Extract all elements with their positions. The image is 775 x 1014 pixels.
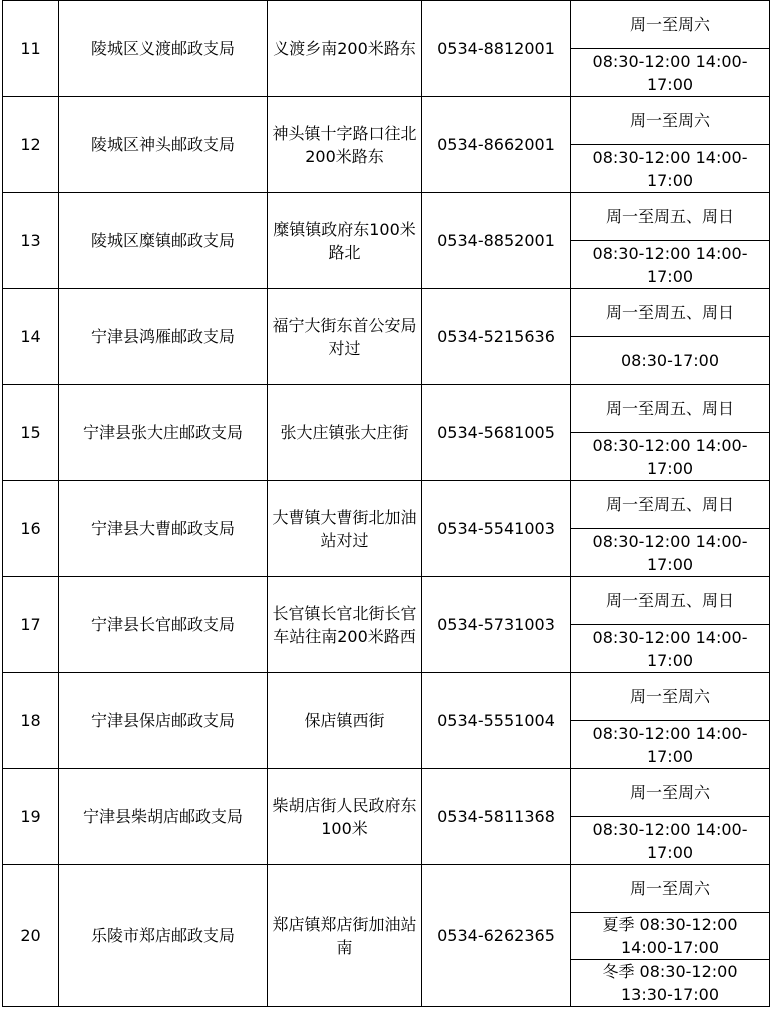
business-days: 周一至周五、周日 <box>571 289 770 337</box>
row-number: 15 <box>3 385 59 481</box>
row-number: 14 <box>3 289 59 385</box>
business-hours: 08:30-17:00 <box>571 337 770 385</box>
business-hours: 08:30-12:00 14:00-17:00 <box>571 529 770 577</box>
business-hours: 08:30-12:00 14:00-17:00 <box>571 625 770 673</box>
table-row <box>3 769 770 817</box>
row-number: 11 <box>3 1 59 97</box>
business-hours: 08:30-12:00 14:00-17:00 <box>571 49 770 97</box>
summer-hours: 夏季 08:30-12:00 14:00-17:00 <box>571 913 770 960</box>
business-hours: 08:30-12:00 14:00-17:00 <box>571 241 770 289</box>
office-phone: 0534-5551004 <box>422 673 571 769</box>
office-name: 陵城区神头邮政支局 <box>59 97 268 193</box>
row-number: 20 <box>3 865 59 1007</box>
table-body <box>3 1 770 1007</box>
office-name: 陵城区义渡邮政支局 <box>59 1 268 97</box>
row-number: 12 <box>3 97 59 193</box>
office-address: 张大庄镇张大庄街 <box>268 385 422 481</box>
business-days: 周一至周六 <box>571 673 770 721</box>
office-address: 长官镇长官北街长官车站往南200米路西 <box>268 577 422 673</box>
table-row <box>3 481 770 529</box>
office-name: 宁津县保店邮政支局 <box>59 673 268 769</box>
office-name: 宁津县鸿雁邮政支局 <box>59 289 268 385</box>
post-office-table <box>2 0 770 1007</box>
office-name: 宁津县长官邮政支局 <box>59 577 268 673</box>
table-row <box>3 865 770 913</box>
business-days: 周一至周五、周日 <box>571 385 770 433</box>
table-row <box>3 97 770 145</box>
table-row <box>3 193 770 241</box>
business-hours: 08:30-12:00 14:00-17:00 <box>571 817 770 865</box>
office-address: 神头镇十字路口往北200米路东 <box>268 97 422 193</box>
business-days: 周一至周六 <box>571 769 770 817</box>
business-hours: 08:30-12:00 14:00-17:00 <box>571 433 770 481</box>
office-address: 糜镇镇政府东100米路北 <box>268 193 422 289</box>
table-row <box>3 289 770 337</box>
office-phone: 0534-5731003 <box>422 577 571 673</box>
business-days: 周一至周五、周日 <box>571 481 770 529</box>
office-name: 宁津县张大庄邮政支局 <box>59 385 268 481</box>
business-days: 周一至周五、周日 <box>571 193 770 241</box>
office-phone: 0534-8812001 <box>422 1 571 97</box>
row-number: 13 <box>3 193 59 289</box>
table-row <box>3 385 770 433</box>
office-address: 保店镇西街 <box>268 673 422 769</box>
table-row <box>3 1 770 49</box>
row-number: 16 <box>3 481 59 577</box>
winter-hours: 冬季 08:30-12:00 13:30-17:00 <box>571 960 770 1007</box>
row-number: 19 <box>3 769 59 865</box>
office-name: 宁津县大曹邮政支局 <box>59 481 268 577</box>
office-address: 大曹镇大曹街北加油站对过 <box>268 481 422 577</box>
office-phone: 0534-6262365 <box>422 865 571 1007</box>
office-address: 柴胡店街人民政府东100米 <box>268 769 422 865</box>
office-phone: 0534-5541003 <box>422 481 571 577</box>
business-days: 周一至周六 <box>571 865 770 913</box>
office-address: 义渡乡南200米路东 <box>268 1 422 97</box>
office-name: 宁津县柴胡店邮政支局 <box>59 769 268 865</box>
office-name: 乐陵市郑店邮政支局 <box>59 865 268 1007</box>
business-days: 周一至周六 <box>571 97 770 145</box>
row-number: 17 <box>3 577 59 673</box>
business-days: 周一至周六 <box>571 1 770 49</box>
office-address: 郑店镇郑店街加油站南 <box>268 865 422 1007</box>
table-row <box>3 577 770 625</box>
table-row <box>3 673 770 721</box>
business-hours: 08:30-12:00 14:00-17:00 <box>571 721 770 769</box>
business-days: 周一至周五、周日 <box>571 577 770 625</box>
office-phone: 0534-5681005 <box>422 385 571 481</box>
office-phone: 0534-8662001 <box>422 97 571 193</box>
office-phone: 0534-5811368 <box>422 769 571 865</box>
row-number: 18 <box>3 673 59 769</box>
business-hours: 08:30-12:00 14:00-17:00 <box>571 145 770 193</box>
office-phone: 0534-8852001 <box>422 193 571 289</box>
office-phone: 0534-5215636 <box>422 289 571 385</box>
office-address: 福宁大街东首公安局对过 <box>268 289 422 385</box>
office-name: 陵城区糜镇邮政支局 <box>59 193 268 289</box>
